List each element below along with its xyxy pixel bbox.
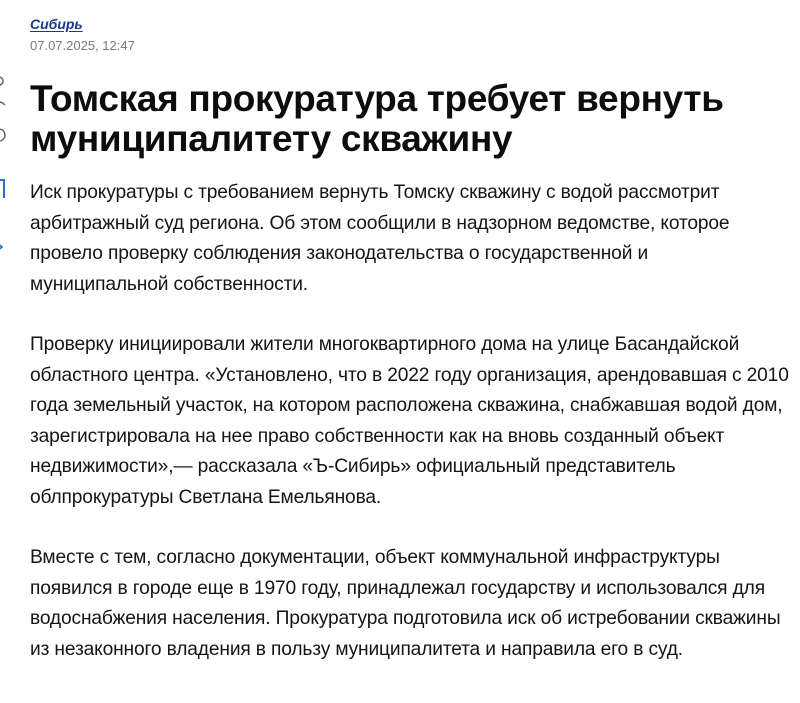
location-icon[interactable] <box>0 74 8 92</box>
article-title: Томская прокуратура требует вернуть муниципалитету скважину <box>30 78 724 159</box>
article-paragraph: Проверку инициировали жители многоквартирного дома на улице Басандайской областного центра. «Установлено, что в 2022 году организация, арендовавшая с 2010 года земельный участок, на котором расположена скважина, снабжавшая водой дом, зарегистрировала на нее право собственности как на вновь созданный объект недвижимости»,— рассказала «Ъ-Сибирь» официальный представитель облпрокуратуры Светлана Емельянова. <box>30 334 789 508</box>
views-icon[interactable] <box>0 126 8 144</box>
article <box>30 14 790 695</box>
article-paragraph: Иск прокуратуры с требованием вернуть Томску скважину с водой рассмотрит арбитражный суд региона. Об этом сообщили в надзорном ведомстве, которое провело проверку соблюдения законодательства о государственной и муниципальной собственности. <box>30 182 730 295</box>
comment-icon[interactable] <box>0 96 8 114</box>
share-rail <box>0 70 12 260</box>
article-body <box>30 178 790 665</box>
share-icon[interactable] <box>0 238 8 256</box>
article-paragraph: Вместе с тем, согласно документации, объект коммунальной инфраструктуры появился в городе еще в 1970 году, принадлежал государству и использовался для водоснабжения населения. Прокуратура подготовила иск об истребовании скважины из незаконного владения в пользу муниципалитета и направила его в суд. <box>30 547 781 660</box>
publish-datetime: 07.07.2025, 12:47 <box>30 38 135 53</box>
bookmark-icon[interactable] <box>0 178 8 200</box>
rubric-link[interactable]: Сибирь <box>30 16 83 32</box>
